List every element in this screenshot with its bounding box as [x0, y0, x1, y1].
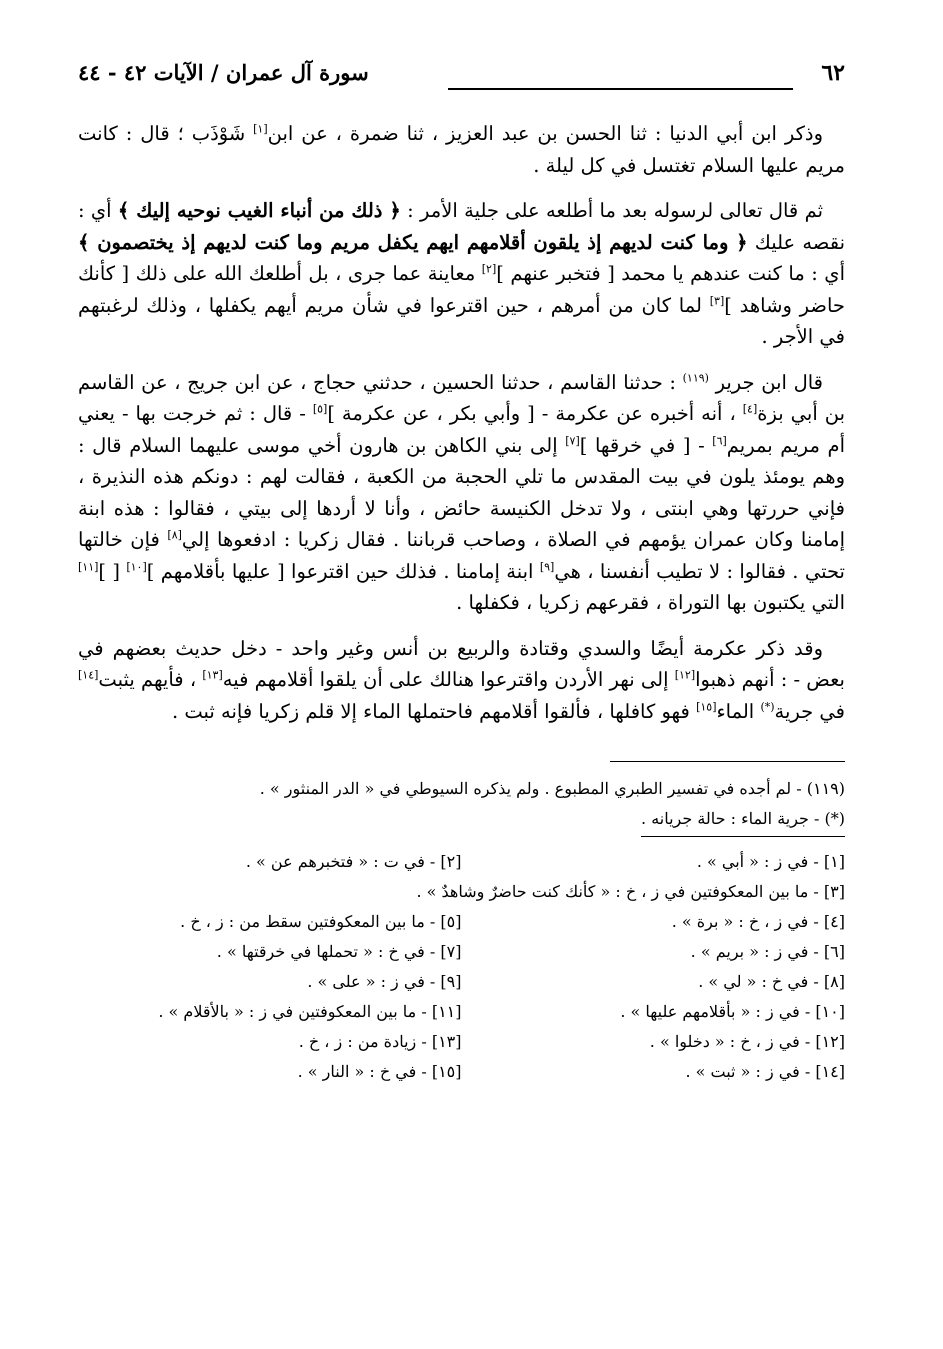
footnote-marker: [١٣] [202, 668, 223, 682]
paragraph-text: [ ] [98, 559, 127, 583]
variant-note: [٥] - ما بين المعكوفتين سقط من : ز ، خ . [180, 912, 462, 931]
quran-verse: ﴿ ذلك من أنباء الغيب نوحيه إليك ﴾ [117, 199, 401, 222]
footnote-marker: [٣] [709, 294, 725, 307]
footnote-marker: [١٢] [674, 668, 696, 682]
running-title: سورة آل عمران / الآيات ٤٢ - ٤٤ [78, 60, 369, 85]
paragraph-text: : حدثنا القاسم ، حدثنا الحسين ، حدثني حجاج ، عن ابن جريج ، عن القاسم بن أبي بزة [78, 370, 846, 425]
footnote-separator [610, 761, 845, 762]
paragraph-text: ، فأيهم يثبت [98, 668, 203, 691]
variant-readings [78, 847, 845, 1087]
footnote-marker: [٩] [539, 560, 555, 573]
body-text [78, 118, 845, 727]
variant-note: [٧] - في خ : « تحملها في خرقتها » . [216, 942, 462, 961]
paragraph-text: ثم قال تعالى لرسوله بعد ما أطلعه على جلية الأمر : [400, 199, 823, 222]
footnote-marker: (*) [760, 700, 775, 713]
variant-note: [١٥] - في خ : « النار » . [297, 1062, 462, 1081]
footnote-star: (*) - جرية الماء : حالة جريانه . [641, 804, 845, 837]
paragraph-text: فإن خالتها تحتي . فقالوا : لا تطيب أنفسنا ، هي [78, 528, 845, 583]
variant-note: [١٠] - في ز : « بأقلامهم عليها » . [620, 1002, 845, 1021]
paragraph-text: وقد ذكر عكرمة أيضًا والسدي وقتادة والربيع بن أنس وغير واحد - دخل حديث بعضهم في بعض - : أنهم ذهبوا [78, 636, 845, 691]
footnote-marker: [٥] [312, 402, 328, 416]
variant-row [78, 1027, 845, 1057]
paragraph [78, 367, 845, 619]
footnote-marker: [١] [253, 122, 268, 136]
paragraph-text: ابنة إمامنا . فذلك حين اقترعوا [ عليها بأقلامهم ] [146, 559, 540, 583]
variant-note: [٦] - في ز : « بريم » . [690, 942, 845, 961]
variant-note: [٣] - ما بين المعكوفتين في ز ، خ : « كأنك كنت حاضرٌ وشاهدٌ » . [416, 882, 845, 901]
footnote-marker: (١١٩) [682, 371, 709, 384]
paragraph-text: - قال : ثم خرجت بها - يعني أم مريم بمريم [78, 402, 845, 457]
variant-note: [١٢] - في ز ، خ : « دخلوا » . [649, 1032, 845, 1051]
footnote-marker: [١٤] [78, 668, 99, 682]
footnote-marker: [٤] [742, 402, 758, 416]
paragraph [78, 633, 845, 728]
variant-row [78, 907, 845, 937]
paragraph [78, 118, 845, 181]
page-number: ٦٢ [821, 60, 845, 86]
variant-note: [١٤] - في ز : « ثبت » . [685, 1062, 845, 1081]
paragraph-text: ، أنه أخبره عن عكرمة - [ وأبي بكر ، عن عكرمة ] [327, 402, 743, 425]
footnote-marker: [٦] [712, 434, 727, 447]
variant-note: [٨] - في خ : « لي » . [698, 972, 845, 991]
footnote-marker: [٢] [481, 262, 497, 276]
variant-row [78, 847, 845, 877]
header-rule [448, 88, 793, 90]
paragraph-text: وذكر ابن أبي الدنيا : ثنا الحسن بن عبد العزيز ، ثنا ضمرة ، عن ابن [267, 122, 823, 145]
paragraph-text: إلى بني الكاهن بن هارون أخي موسى عليهما السلام قال : وهم يومئذ يلون في بيت المقدس ما تلي الحجبة من الكعبة ، فقالت لهم : دونكم هذه النذيرة ، فإني حررتها وهي ابنتى ، ولا تدخل الكنيسة حائض ، وأنا لا أردها إلى بيتي ، فقالوا : هذه ابنة إمامنا وكان عمران يؤمهم في الصلاة ، وصاحب قرباننا . فقال زكريا : ادفعوها إلي [78, 433, 846, 551]
variant-note: [١٣] - زيادة من : ز ، خ . [298, 1032, 462, 1051]
footnote-marker: [١١] [78, 560, 99, 573]
paragraph-text: التي يكتبون بها التوراة ، فقرعهم زكريا ، فكفلها . [456, 591, 845, 614]
paragraph-text: لما كان من أمرهم ، حين اقترعوا في شأن مريم أيهم يكفلها ، وذلك لرغبتهم في الأجر . [78, 293, 845, 348]
variant-row [78, 877, 845, 907]
paragraph-text: قال ابن جرير [708, 370, 823, 394]
footnote-marker: [١٠] [126, 560, 147, 573]
paragraph-text: - [ في خرقها ] [579, 433, 713, 457]
variant-note: [٩] - في ز : « على » . [307, 972, 462, 991]
variant-note: [٢] - في ت : « فتخبرهم عن » . [245, 852, 462, 871]
variant-note: [١١] - ما بين المعكوفتين في ز : « بالأقلام » . [158, 1002, 462, 1021]
paragraph-text: أي : نقصه عليك [78, 199, 845, 254]
paragraph-text: في جرية [774, 699, 845, 723]
paragraph-text: إلى نهر الأردن واقترعوا هنالك على أن يلقوا أقلامهم فيه [222, 668, 675, 691]
paragraph-text: معاينة عما جرى ، بل أطلعك الله على ذلك [ كأنك حاضر وشاهد ] [78, 262, 845, 317]
variant-row [78, 997, 845, 1027]
variant-note: [٤] - في ز ، خ : « برة » . [671, 912, 845, 931]
paragraph [78, 195, 845, 353]
paragraph-text: شَوْذَب ؛ قال : كانت مريم عليها السلام تغتسل في كل ليلة . [78, 122, 845, 177]
paragraph-text: فهو كافلها ، فألقوا أقلامهم فاحتملها الماء إلا قلم زكريا فإنه ثبت . [172, 699, 697, 723]
paragraph-text: الماء [716, 699, 761, 723]
footnote-marker: [٨] [167, 528, 182, 542]
footnote-119: (١١٩) - لم أجده في تفسير الطبري المطبوع . ولم يذكره السيوطي في « الدر المنثور » . [259, 779, 845, 798]
variant-note: [١] - في ز : « أبي » . [696, 852, 845, 871]
footnote-marker: [١٥] [696, 700, 717, 713]
footnote-star-wrap [78, 804, 845, 837]
paragraph-text: أي : ما كنت عندهم يا محمد [ فتخبر عنهم ] [496, 262, 845, 285]
page-header [78, 60, 845, 96]
variant-row [78, 1057, 845, 1087]
variant-row [78, 967, 845, 997]
variant-row [78, 937, 845, 967]
quran-verse: ﴿ وما كنت لديهم إذ يلقون أقلامهم ايهم يكفل مريم وما كنت لديهم إذ يختصمون ﴾ [78, 230, 748, 254]
footnote-marker: [٧] [565, 434, 580, 447]
